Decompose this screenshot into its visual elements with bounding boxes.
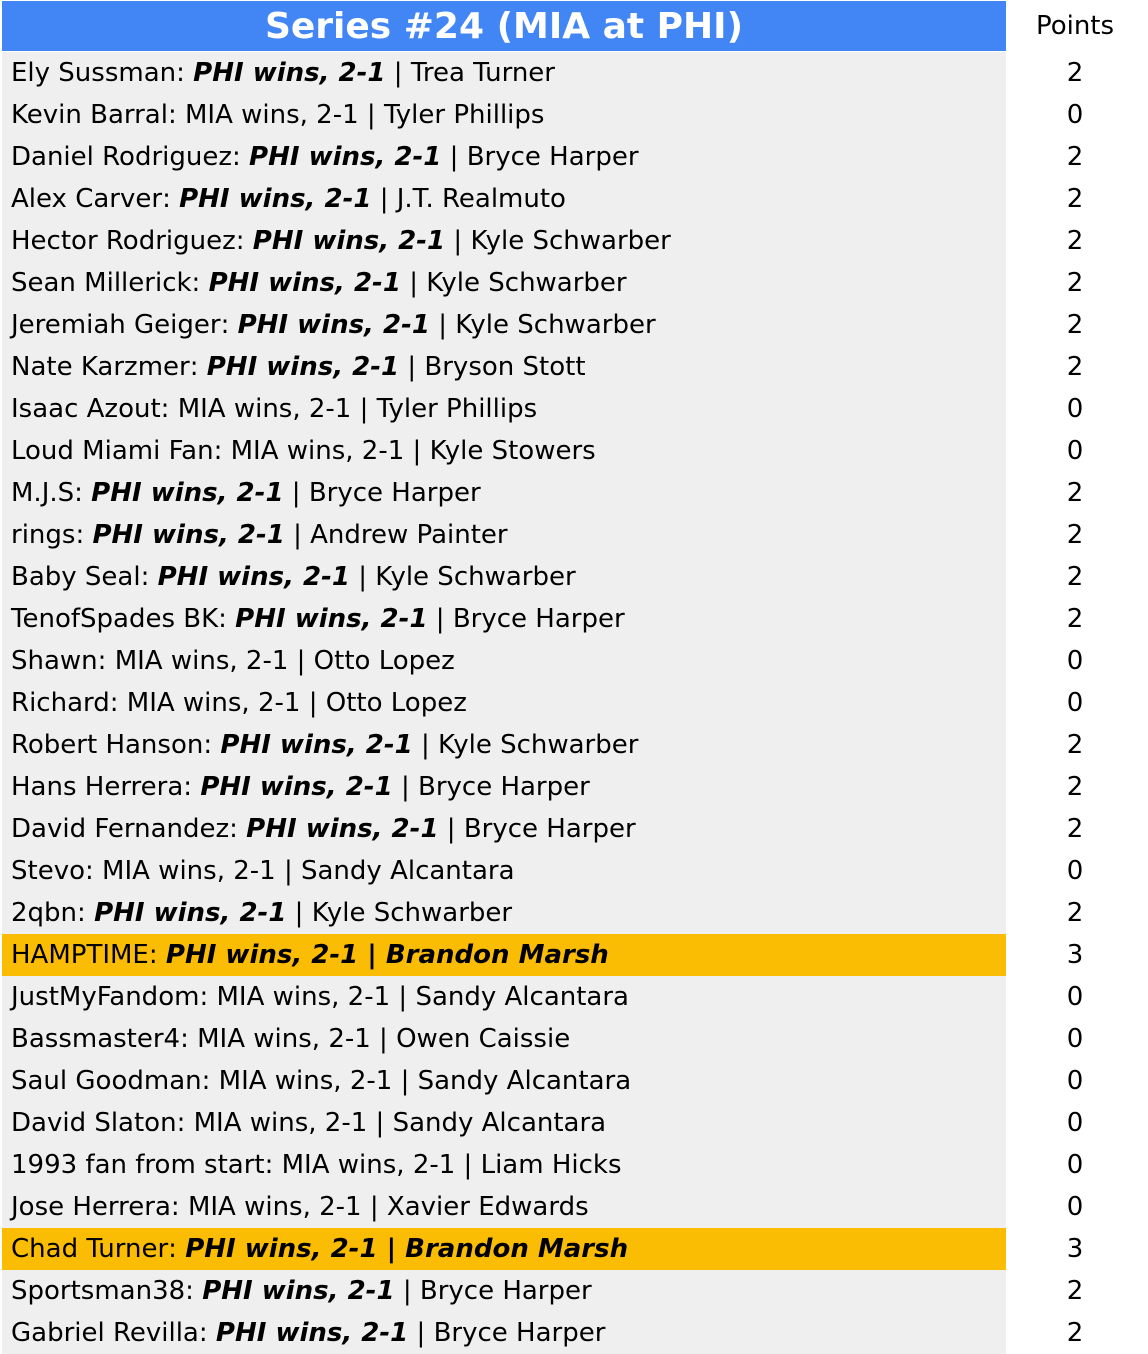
separator: : <box>183 772 201 802</box>
separator: : <box>264 1150 282 1180</box>
separator: | <box>427 604 453 634</box>
table-row <box>0 1060 1148 1102</box>
participant-name: Sean Millerick <box>11 268 192 298</box>
table-row <box>0 136 1148 178</box>
pick-cell[interactable] <box>2 52 1006 94</box>
series-pick: MIA wins, 2-1 <box>114 646 289 676</box>
separator: : <box>232 142 250 172</box>
points-cell[interactable]: 2 <box>1066 814 1084 844</box>
participant-name: Alex Carver <box>11 184 163 214</box>
series-pick: MIA wins, 2-1 <box>218 1066 393 1096</box>
title-row <box>0 0 1148 52</box>
pick-cell[interactable] <box>2 1228 1006 1270</box>
series-pick: PHI wins, 2-1 <box>94 898 287 928</box>
table-row <box>0 808 1148 850</box>
separator: : <box>167 100 185 130</box>
separator: : <box>198 1318 216 1348</box>
pick-cell[interactable] <box>2 766 1006 808</box>
series-pick: MIA wins, 2-1 <box>187 1192 362 1222</box>
participant-name: 1993 fan from start <box>11 1150 265 1180</box>
separator: | <box>394 1276 420 1306</box>
separator: : <box>75 520 93 550</box>
separator: | <box>371 184 397 214</box>
separator: : <box>220 310 238 340</box>
participant-name: Jeremiah Geiger <box>11 310 221 340</box>
series-pick: MIA wins, 2-1 <box>193 1108 368 1138</box>
points-cell[interactable]: 0 <box>1066 394 1084 424</box>
table-row <box>0 52 1148 94</box>
participant-name: Baby Seal <box>11 562 141 592</box>
separator: | <box>399 352 425 382</box>
table-row <box>0 1228 1148 1270</box>
player-pick: Bryce Harper <box>466 142 639 172</box>
points-cell[interactable]: 0 <box>1066 688 1084 718</box>
separator: | <box>358 100 384 130</box>
series-pick: PHI wins, 2-1 <box>246 814 439 844</box>
player-pick: Otto Lopez <box>313 646 455 676</box>
table-row <box>0 514 1148 556</box>
table-row <box>0 682 1148 724</box>
pick-cell[interactable] <box>2 640 1006 682</box>
pick-cell[interactable] <box>2 1186 1006 1228</box>
pick-cell[interactable] <box>2 724 1006 766</box>
participant-name: Saul Goodman <box>11 1066 202 1096</box>
player-pick: Tyler Phillips <box>383 100 545 130</box>
points-cell[interactable]: 2 <box>1066 268 1084 298</box>
points-cell[interactable]: 2 <box>1066 1318 1084 1348</box>
separator: : <box>229 814 247 844</box>
pick-cell[interactable] <box>2 514 1006 556</box>
separator: | <box>392 772 418 802</box>
participant-name: Nate Karzmer <box>11 352 190 382</box>
separator: | <box>284 520 311 550</box>
participant-name: TenofSpades BK <box>11 604 219 634</box>
points-cell[interactable]: 0 <box>1066 1108 1084 1138</box>
table-row <box>0 1018 1148 1060</box>
series-pick: MIA wins, 2-1 <box>177 394 352 424</box>
table-row <box>0 1186 1148 1228</box>
series-pick: PHI wins, 2-1 <box>92 520 285 550</box>
pick-cell[interactable] <box>2 472 1006 514</box>
series-pick: PHI wins, 2-1 <box>185 1234 378 1264</box>
points-cell[interactable]: 2 <box>1066 730 1084 760</box>
points-cell[interactable]: 0 <box>1066 1066 1084 1096</box>
table-row <box>0 640 1148 682</box>
points-cell[interactable]: 3 <box>1066 940 1084 970</box>
series-pick: PHI wins, 2-1 <box>165 940 359 970</box>
separator: : <box>199 982 217 1012</box>
table-row <box>0 724 1148 766</box>
participant-name: Isaac Azout <box>11 394 161 424</box>
separator: : <box>109 688 127 718</box>
separator: | <box>300 688 326 718</box>
participant-name: Bassmaster4 <box>11 1024 181 1054</box>
table-row <box>0 346 1148 388</box>
participant-name: JustMyFandom <box>11 982 200 1012</box>
series-pick: MIA wins, 2-1 <box>197 1024 371 1054</box>
points-cell[interactable]: 0 <box>1066 1150 1084 1180</box>
player-pick: Bryson Stott <box>424 352 586 382</box>
table-row <box>0 388 1148 430</box>
participant-name: Richard <box>11 688 110 718</box>
points-cell[interactable]: 2 <box>1066 58 1084 88</box>
table-row <box>0 934 1148 976</box>
pick-cell[interactable] <box>2 430 1006 472</box>
pick-cell[interactable] <box>2 136 1006 178</box>
player-pick: Kyle Schwarber <box>311 898 513 928</box>
separator: : <box>140 562 158 592</box>
participant-name: HAMPTIME <box>11 940 149 970</box>
points-cell[interactable]: 2 <box>1066 1276 1084 1306</box>
points-cell[interactable]: 0 <box>1066 646 1084 676</box>
participant-name: Hector Rodriguez <box>11 226 236 256</box>
points-cell[interactable]: 2 <box>1066 310 1084 340</box>
points-cell[interactable]: 2 <box>1066 142 1084 172</box>
separator: : <box>189 352 207 382</box>
separator: : <box>162 184 180 214</box>
series-pick: PHI wins, 2-1 <box>179 184 372 214</box>
participant-name: Shawn <box>11 646 98 676</box>
player-pick: Brandon Marsh <box>405 1234 629 1264</box>
table-row <box>0 1270 1148 1312</box>
pick-cell[interactable] <box>2 1270 1006 1312</box>
player-pick: Owen Caissie <box>396 1024 571 1054</box>
pick-cell[interactable] <box>2 808 1006 850</box>
pick-cell[interactable] <box>2 1060 1006 1102</box>
pick-cell[interactable] <box>2 1312 1006 1354</box>
participant-name: Daniel Rodriguez <box>11 142 232 172</box>
separator: | <box>349 562 376 592</box>
separator: | <box>351 394 377 424</box>
points-cell[interactable]: 0 <box>1066 436 1084 466</box>
series-pick: MIA wins, 2-1 <box>230 436 405 466</box>
separator: | <box>283 478 309 508</box>
participant-name: Robert Hanson <box>11 730 204 760</box>
participant-name: Loud Miami Fan <box>11 436 214 466</box>
points-cell[interactable]: 2 <box>1066 226 1084 256</box>
series-pick: PHI wins, 2-1 <box>157 562 350 592</box>
player-pick: Trea Turner <box>410 58 555 88</box>
table-row <box>0 262 1148 304</box>
player-pick: Brandon Marsh <box>385 940 609 970</box>
separator: | <box>429 310 456 340</box>
table-row <box>0 178 1148 220</box>
table-row <box>0 766 1148 808</box>
separator: | <box>288 646 314 676</box>
separator: : <box>77 898 95 928</box>
pick-cell[interactable] <box>2 598 1006 640</box>
pick-cell[interactable] <box>2 850 1006 892</box>
separator: : <box>176 58 194 88</box>
separator: | <box>412 730 439 760</box>
pick-cell[interactable] <box>2 388 1006 430</box>
separator: | <box>455 1150 481 1180</box>
participant-name: Sportsman38 <box>11 1276 186 1306</box>
series-pick: PHI wins, 2-1 <box>249 142 442 172</box>
picks-table <box>0 52 1148 1354</box>
player-pick: Sandy Alcantara <box>415 982 629 1012</box>
series-pick: MIA wins, 2-1 <box>216 982 391 1012</box>
separator: | <box>286 898 312 928</box>
pick-cell[interactable] <box>2 934 1006 976</box>
separator: | <box>361 1192 387 1222</box>
separator: | <box>385 58 411 88</box>
pick-cell[interactable] <box>2 1018 1006 1060</box>
participant-name: Chad Turner <box>11 1234 169 1264</box>
pick-cell[interactable] <box>2 94 1006 136</box>
separator: : <box>191 268 209 298</box>
participant-name: Hans Herrera <box>11 772 184 802</box>
player-pick: Kyle Schwarber <box>455 310 656 340</box>
pick-cell[interactable] <box>2 556 1006 598</box>
player-pick: Bryce Harper <box>417 772 590 802</box>
participant-name: 2qbn <box>11 898 78 928</box>
separator: | <box>404 436 430 466</box>
player-pick: Bryce Harper <box>419 1276 592 1306</box>
player-pick: Bryce Harper <box>452 604 625 634</box>
pick-cell[interactable] <box>2 1144 1006 1186</box>
separator: : <box>203 730 221 760</box>
player-pick: Otto Lopez <box>325 688 467 718</box>
points-header[interactable]: Points <box>1035 11 1115 41</box>
separator: | <box>390 982 416 1012</box>
series-pick: PHI wins, 2-1 <box>215 1318 409 1348</box>
player-pick: Sandy Alcantara <box>301 856 515 886</box>
points-cell[interactable]: 0 <box>1066 982 1084 1012</box>
player-pick: J.T. Realmuto <box>396 184 566 214</box>
separator: | <box>275 856 301 886</box>
player-pick: Bryce Harper <box>463 814 636 844</box>
points-cell[interactable]: 0 <box>1066 856 1084 886</box>
series-pick: PHI wins, 2-1 <box>202 1276 395 1306</box>
separator: | <box>367 1108 393 1138</box>
pick-cell[interactable] <box>2 892 1006 934</box>
points-cell[interactable]: 2 <box>1066 184 1084 214</box>
table-row <box>0 430 1148 472</box>
pick-cell[interactable] <box>2 1102 1006 1144</box>
pick-cell[interactable] <box>2 304 1006 346</box>
separator: : <box>201 1066 219 1096</box>
participant-name: Jose Herrera <box>11 1192 171 1222</box>
separator: | <box>392 1066 418 1096</box>
pick-cell[interactable] <box>2 346 1006 388</box>
series-pick: PHI wins, 2-1 <box>220 730 413 760</box>
participant-name: rings <box>11 520 76 550</box>
series-pick: PHI wins, 2-1 <box>206 352 400 382</box>
separator: : <box>74 478 92 508</box>
player-pick: Liam Hicks <box>480 1150 622 1180</box>
points-cell[interactable]: 2 <box>1066 604 1084 634</box>
player-pick: Kyle Schwarber <box>438 730 639 760</box>
separator: | <box>445 226 471 256</box>
participant-name: David Fernandez <box>11 814 230 844</box>
participant-name: Kevin Barral <box>11 100 168 130</box>
participant-name: M.J.S <box>11 478 75 508</box>
separator: : <box>85 856 103 886</box>
separator: : <box>185 1276 203 1306</box>
series-pick: MIA wins, 2-1 <box>126 688 301 718</box>
separator: : <box>213 436 231 466</box>
separator: | <box>358 940 386 970</box>
table-row <box>0 598 1148 640</box>
player-pick: Kyle Schwarber <box>375 562 576 592</box>
series-pick: PHI wins, 2-1 <box>252 226 446 256</box>
player-pick: Kyle Stowers <box>429 436 596 466</box>
points-cell[interactable]: 2 <box>1066 772 1084 802</box>
series-pick: PHI wins, 2-1 <box>237 310 430 340</box>
separator: : <box>170 1192 188 1222</box>
separator: | <box>370 1024 397 1054</box>
pick-cell[interactable] <box>2 976 1006 1018</box>
player-pick: Sandy Alcantara <box>417 1066 632 1096</box>
player-pick: Bryce Harper <box>308 478 481 508</box>
table-row <box>0 1102 1148 1144</box>
table-row <box>0 304 1148 346</box>
series-title[interactable]: Series #24 (MIA at PHI) <box>2 1 1006 51</box>
player-pick: Tyler Phillips <box>376 394 538 424</box>
separator: | <box>438 814 464 844</box>
player-pick: Bryce Harper <box>433 1318 606 1348</box>
points-cell[interactable]: 0 <box>1066 1192 1084 1222</box>
table-row <box>0 850 1148 892</box>
table-row <box>0 472 1148 514</box>
separator: : <box>160 394 178 424</box>
pick-cell[interactable] <box>2 262 1006 304</box>
series-pick: MIA wins, 2-1 <box>184 100 359 130</box>
series-pick: PHI wins, 2-1 <box>91 478 284 508</box>
series-pick: PHI wins, 2-1 <box>208 268 401 298</box>
separator: | <box>400 268 427 298</box>
table-row <box>0 976 1148 1018</box>
separator: : <box>168 1234 186 1264</box>
player-pick: Xavier Edwards <box>386 1192 589 1222</box>
separator: : <box>176 1108 194 1138</box>
points-cell[interactable]: 2 <box>1066 478 1084 508</box>
pick-cell[interactable] <box>2 220 1006 262</box>
points-cell[interactable]: 2 <box>1066 352 1084 382</box>
points-cell[interactable]: 3 <box>1066 1234 1084 1264</box>
player-pick: Andrew Painter <box>310 520 508 550</box>
points-cell[interactable]: 2 <box>1066 898 1084 928</box>
pick-cell[interactable] <box>2 178 1006 220</box>
separator: : <box>148 940 166 970</box>
separator: : <box>97 646 115 676</box>
table-row <box>0 556 1148 598</box>
separator: | <box>377 1234 406 1264</box>
separator: : <box>235 226 253 256</box>
series-pick: MIA wins, 2-1 <box>281 1150 456 1180</box>
participant-name: Stevo <box>11 856 85 886</box>
series-pick: PHI wins, 2-1 <box>193 58 386 88</box>
series-pick: PHI wins, 2-1 <box>235 604 428 634</box>
separator: : <box>218 604 236 634</box>
separator: | <box>441 142 467 172</box>
points-cell[interactable]: 2 <box>1066 520 1084 550</box>
participant-name: Ely Sussman <box>11 58 177 88</box>
table-row <box>0 892 1148 934</box>
table-row <box>0 1144 1148 1186</box>
table-row <box>0 220 1148 262</box>
player-pick: Sandy Alcantara <box>392 1108 607 1138</box>
pick-cell[interactable] <box>2 682 1006 724</box>
separator: | <box>408 1318 434 1348</box>
player-pick: Kyle Schwarber <box>426 268 627 298</box>
table-row <box>0 1312 1148 1354</box>
points-cell[interactable]: 0 <box>1066 100 1084 130</box>
player-pick: Kyle Schwarber <box>470 226 671 256</box>
participant-name: David Slaton <box>11 1108 177 1138</box>
separator: : <box>180 1024 198 1054</box>
points-cell[interactable]: 0 <box>1066 1024 1084 1054</box>
table-row <box>0 94 1148 136</box>
points-cell[interactable]: 2 <box>1066 562 1084 592</box>
series-pick: PHI wins, 2-1 <box>200 772 393 802</box>
series-pick: MIA wins, 2-1 <box>102 856 276 886</box>
participant-name: Gabriel Revilla <box>11 1318 199 1348</box>
